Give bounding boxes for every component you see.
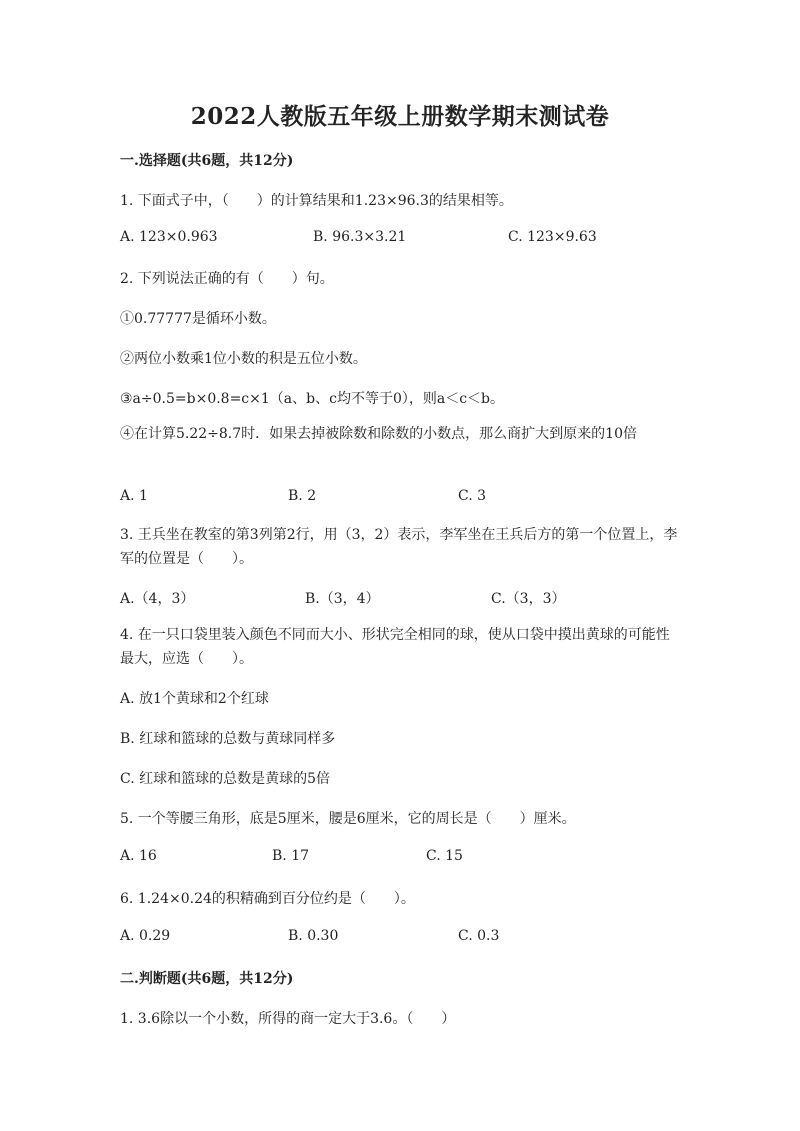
question-6: 6. 1.24×0.24的积精确到百分位约是（ ）。 xyxy=(120,891,415,907)
question-2: 2. 下列说法正确的有（ ）句。 xyxy=(120,271,334,287)
q5-option-a: A. 16 xyxy=(120,848,157,864)
q6-option-c: C. 0.3 xyxy=(458,928,500,944)
q6-option-a: A. 0.29 xyxy=(120,928,171,944)
question-5: 5. 一个等腰三角形，底是5厘米，腰是6厘米，它的周长是（ ）厘米。 xyxy=(120,811,576,827)
q4-option-c: C. 红球和篮球的总数是黄球的5倍 xyxy=(120,771,331,787)
question-4: 4. 在一只口袋里装入颜色不同而大小、形状完全相同的球，使从口袋中摸出黄球的可能性最大，应选（ ）。 xyxy=(120,627,670,667)
q2-statement-4: ④在计算5.22÷8.7时．如果去掉被除数和除数的小数点，那么商扩大到原来的10倍 xyxy=(120,426,637,442)
q2-statement-2: ②两位小数乘1位小数的积是五位小数。 xyxy=(120,351,367,367)
q5-option-b: B. 17 xyxy=(272,848,310,864)
q4-option-b: B. 红球和篮球的总数与黄球同样多 xyxy=(120,731,336,747)
section-heading-judgement: 二.判断题(共6题，共12分) xyxy=(120,971,294,987)
q4-option-a: A. 放1个黄球和2个红球 xyxy=(120,691,269,707)
q2-statement-1: ①0.77777是循环小数。 xyxy=(120,311,276,327)
question-3: 3. 王兵坐在教室的第3列第2行，用（3，2）表示，李军坐在王兵后方的第一个位置上，李军的位置是（ ）。 xyxy=(120,527,678,567)
judgement-question-1: 1. 3.6除以一个小数，所得的商一定大于3.6。（ ） xyxy=(120,1011,456,1027)
q2-option-a: A. 1 xyxy=(120,488,148,504)
q1-option-c: C. 123×9.63 xyxy=(508,229,597,245)
page-title: 2022人教版五年级上册数学期末测试卷 xyxy=(190,103,610,130)
q5-option-c: C. 15 xyxy=(426,848,463,864)
q3-option-c: C.（3，3） xyxy=(491,591,566,607)
q2-option-b: B. 2 xyxy=(288,488,317,504)
q2-option-c: C. 3 xyxy=(458,488,487,504)
q2-statement-3: ③a÷0.5=b×0.8=c×1（a、b、c均不等于0），则a＜c＜b。 xyxy=(120,391,504,407)
section-heading-choice: 一.选择题(共6题，共12分) xyxy=(120,153,294,169)
q6-option-b: B. 0.30 xyxy=(288,928,339,944)
q3-option-a: A.（4，3） xyxy=(120,591,195,607)
q1-option-a: A. 123×0.963 xyxy=(120,229,218,245)
question-1: 1. 下面式子中，（ ）的计算结果和1.23×96.3的结果相等。 xyxy=(120,193,513,209)
q1-option-b: B. 96.3×3.21 xyxy=(313,229,407,245)
q3-option-b: B.（3，4） xyxy=(305,591,380,607)
